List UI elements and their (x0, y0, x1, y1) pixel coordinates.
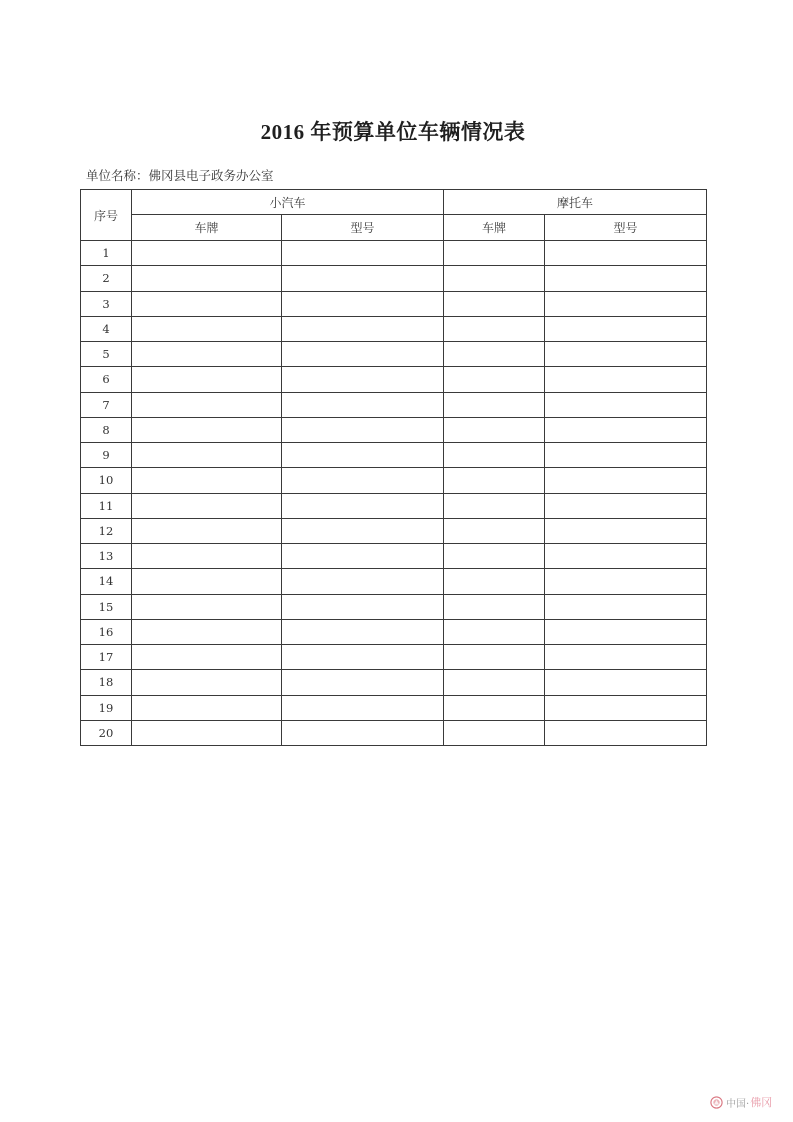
table-row (81, 569, 707, 594)
car-plate-cell (132, 316, 282, 341)
index-header: 序号 (81, 190, 132, 241)
table-row (81, 720, 707, 745)
seal-icon (710, 1096, 723, 1109)
moto-model-cell (545, 266, 707, 291)
car-plate-cell (132, 342, 282, 367)
table-row (81, 695, 707, 720)
row-index-cell: 17 (81, 645, 132, 670)
car-plate-cell (132, 291, 282, 316)
moto-model-cell (545, 695, 707, 720)
row-index-cell: 2 (81, 266, 132, 291)
car-model-cell (282, 316, 444, 341)
car-plate-cell (132, 266, 282, 291)
moto-model-header: 型号 (545, 215, 707, 241)
car-model-cell (282, 670, 444, 695)
car-plate-cell (132, 443, 282, 468)
table-row (81, 417, 707, 442)
row-index-cell: 5 (81, 342, 132, 367)
car-plate-cell (132, 594, 282, 619)
moto-model-cell (545, 594, 707, 619)
car-model-cell (282, 367, 444, 392)
moto-plate-cell (444, 518, 545, 543)
table-row (81, 619, 707, 644)
row-index-cell: 4 (81, 316, 132, 341)
moto-plate-cell (444, 367, 545, 392)
page-title: 2016 年预算单位车辆情况表 (260, 120, 526, 144)
moto-plate-cell (444, 342, 545, 367)
table-row (81, 544, 707, 569)
moto-plate-cell (444, 443, 545, 468)
table-row (81, 342, 707, 367)
moto-plate-header: 车牌 (444, 215, 545, 241)
moto-plate-cell (444, 493, 545, 518)
row-index-cell: 18 (81, 670, 132, 695)
row-index-cell: 6 (81, 367, 132, 392)
car-model-cell (282, 291, 444, 316)
row-index-cell: 19 (81, 695, 132, 720)
row-index-cell: 3 (81, 291, 132, 316)
car-plate-cell (132, 468, 282, 493)
moto-model-cell (545, 569, 707, 594)
car-model-cell (282, 241, 444, 266)
row-index-cell: 10 (81, 468, 132, 493)
moto-model-cell (545, 241, 707, 266)
moto-plate-cell (444, 316, 545, 341)
table-row (81, 443, 707, 468)
table-row (81, 594, 707, 619)
table-row (81, 468, 707, 493)
moto-model-cell (545, 670, 707, 695)
moto-plate-cell (444, 291, 545, 316)
moto-model-cell (545, 619, 707, 644)
moto-plate-cell (444, 417, 545, 442)
car-model-cell (282, 493, 444, 518)
moto-plate-cell (444, 594, 545, 619)
row-index-cell: 12 (81, 518, 132, 543)
car-model-cell (282, 720, 444, 745)
table-row (81, 367, 707, 392)
table-row (81, 645, 707, 670)
moto-plate-cell (444, 645, 545, 670)
row-index-cell: 16 (81, 619, 132, 644)
car-plate-cell (132, 367, 282, 392)
unit-name-label: 单位名称： (86, 168, 149, 183)
table-row (81, 392, 707, 417)
moto-model-cell (545, 316, 707, 341)
moto-model-cell (545, 720, 707, 745)
car-plate-cell (132, 493, 282, 518)
motorcycle-group-header: 摩托车 (444, 190, 707, 215)
row-index-cell: 14 (81, 569, 132, 594)
moto-model-cell (545, 493, 707, 518)
row-index-cell: 7 (81, 392, 132, 417)
moto-model-cell (545, 392, 707, 417)
table-row (81, 291, 707, 316)
car-plate-cell (132, 544, 282, 569)
car-plate-cell (132, 518, 282, 543)
car-plate-cell (132, 241, 282, 266)
moto-plate-cell (444, 569, 545, 594)
car-plate-cell (132, 392, 282, 417)
row-index-cell: 9 (81, 443, 132, 468)
car-plate-header: 车牌 (132, 215, 282, 241)
watermark-name: 佛冈 (750, 1096, 773, 1109)
car-model-cell (282, 645, 444, 670)
car-plate-cell (132, 569, 282, 594)
row-index-cell: 11 (81, 493, 132, 518)
moto-plate-cell (444, 720, 545, 745)
moto-plate-cell (444, 544, 545, 569)
vehicle-table (80, 189, 707, 746)
car-model-cell (282, 468, 444, 493)
table-header-row-group (81, 190, 707, 215)
table-row (81, 518, 707, 543)
car-model-cell (282, 594, 444, 619)
car-plate-cell (132, 619, 282, 644)
table-row (81, 316, 707, 341)
site-watermark (710, 1094, 772, 1110)
car-model-cell (282, 619, 444, 644)
moto-plate-cell (444, 241, 545, 266)
car-plate-cell (132, 695, 282, 720)
car-model-cell (282, 392, 444, 417)
table-header-row-columns (81, 215, 707, 241)
car-plate-cell (132, 417, 282, 442)
table-row (81, 493, 707, 518)
moto-plate-cell (444, 392, 545, 417)
row-index-cell: 8 (81, 417, 132, 442)
unit-name-line (86, 168, 274, 184)
car-plate-cell (132, 645, 282, 670)
table-body (81, 241, 707, 746)
car-model-cell (282, 569, 444, 594)
moto-model-cell (545, 342, 707, 367)
car-model-cell (282, 443, 444, 468)
moto-model-cell (545, 468, 707, 493)
moto-model-cell (545, 443, 707, 468)
table-row (81, 266, 707, 291)
moto-model-cell (545, 544, 707, 569)
moto-plate-cell (444, 670, 545, 695)
moto-plate-cell (444, 266, 545, 291)
moto-model-cell (545, 518, 707, 543)
row-index-cell: 13 (81, 544, 132, 569)
moto-plate-cell (444, 468, 545, 493)
unit-name-value: 佛冈县电子政务办公室 (148, 168, 274, 183)
car-model-cell (282, 417, 444, 442)
moto-model-cell (545, 417, 707, 442)
car-model-cell (282, 342, 444, 367)
moto-model-cell (545, 291, 707, 316)
car-group-header: 小汽车 (132, 190, 444, 215)
car-model-cell (282, 266, 444, 291)
table-row (81, 670, 707, 695)
car-model-cell (282, 695, 444, 720)
moto-model-cell (545, 367, 707, 392)
moto-model-cell (545, 645, 707, 670)
row-index-cell: 20 (81, 720, 132, 745)
row-index-cell: 1 (81, 241, 132, 266)
row-index-cell: 15 (81, 594, 132, 619)
car-plate-cell (132, 670, 282, 695)
moto-plate-cell (444, 695, 545, 720)
moto-plate-cell (444, 619, 545, 644)
watermark-prefix: 中国· (726, 1098, 750, 1110)
car-model-cell (282, 544, 444, 569)
car-model-header: 型号 (282, 215, 444, 241)
table-row (81, 241, 707, 266)
car-model-cell (282, 518, 444, 543)
car-plate-cell (132, 720, 282, 745)
